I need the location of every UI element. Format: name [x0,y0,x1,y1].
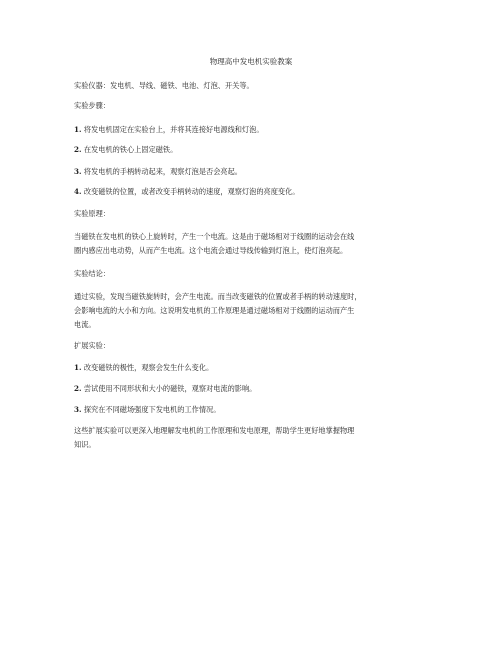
extension-number: 1. [74,363,82,372]
step-text: 在发电机的铁心上固定磁铁。 [83,145,178,154]
principle-line: 圈内感应出电动势，从而产生电流。这个电流会通过导线传输到灯泡上，使灯泡亮起。 [74,246,348,255]
step-number: 2. [74,145,82,154]
document-title: 物理高中发电机实验教案 [209,57,293,66]
step-item-2 [74,144,434,156]
step-number: 4. [74,187,82,196]
step-item-4 [74,186,434,198]
conclusion-line: 电流。 [74,320,96,329]
closing-line: 这些扩展实验可以更深入地理解发电机的工作原理和发电原理，帮助学生更好地掌握物理 [74,426,355,435]
extension-text: 尝试使用不同形状和大小的磁铁，观察对电流的影响。 [83,384,257,393]
equipment-text: 实验仪器：发电机、导线、磁铁、电池、灯泡、开关等。 [74,81,254,90]
closing-line: 知识。 [74,440,96,449]
extension-number: 3. [74,405,82,414]
step-text: 将发电机的手柄转动起来，观察灯泡是否会亮起。 [83,167,242,176]
conclusion-line: 会影响电流的大小和方向。这说明发电机的工作原理是通过磁场相对于线圈的运动而产生 [74,306,355,315]
extension-item-3 [74,404,434,416]
extension-text: 探究在不同磁场强度下发电机的工作情况。 [83,405,221,414]
step-number: 1. [74,125,82,134]
conclusion-heading: 实验结论： [74,269,110,278]
step-item-1 [74,124,434,136]
step-text: 将发电机固定在实验台上，并将其连接好电源线和灯泡。 [83,125,264,134]
step-number: 3. [74,167,82,176]
step-item-3 [74,166,434,178]
extension-heading: 扩展实验： [74,341,110,350]
step-text: 改变磁铁的位置，或者改变手柄转动的速度，观察灯泡的亮度变化。 [83,187,300,196]
conclusion-line: 通过实验，发现当磁铁旋转时，会产生电流。而当改变磁铁的位置或者手柄的转动速度时， [74,292,362,301]
steps-heading: 实验步骤： [74,101,110,110]
extension-number: 2. [74,384,82,393]
principle-line: 当磁铁在发电机的铁心上旋转时，产生一个电流。这是由于磁场相对于线圈的运动会在线 [74,232,355,241]
extension-text: 改变磁铁的极性，观察会发生什么变化。 [83,363,214,372]
extension-item-2 [74,383,434,395]
extension-item-1 [74,362,434,374]
principle-heading: 实验原理： [74,209,110,218]
